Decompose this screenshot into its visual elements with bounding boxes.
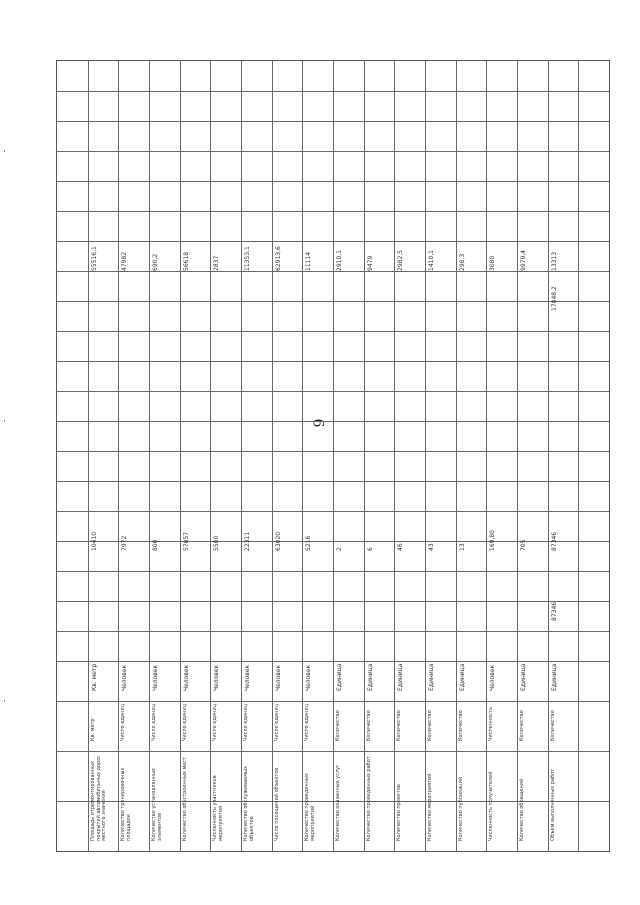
row-value-2: 690,2 [152, 253, 159, 271]
row-description: Количество оказанных услуг [335, 764, 341, 841]
table-column-line [88, 61, 89, 851]
row-description: Численность участников мероприятий [212, 775, 224, 841]
row-value-1: 43 [428, 543, 435, 551]
row-value-1: 10410 [90, 531, 98, 551]
row-value-1: 169,80 [489, 530, 497, 551]
table-row-line [57, 751, 609, 752]
row-value-1: 57857 [182, 531, 190, 551]
row-unit: Человек [121, 664, 129, 691]
table-row-line [57, 661, 609, 662]
row-description: Число посещений объектов [273, 767, 280, 841]
row-unit: Единица [550, 663, 558, 691]
row-value-3: 17848,2 [550, 286, 558, 311]
row-value-1: 5216 [305, 535, 313, 551]
row-unit: Человек [305, 664, 313, 691]
row-unit-type: Количество [519, 710, 525, 741]
table-row-line [57, 241, 609, 242]
row-value-2: 9479 [366, 255, 374, 271]
table-row-line [57, 301, 609, 302]
row-value-2: 47982 [121, 251, 129, 271]
scan-edge-mark [4, 420, 5, 422]
row-description: Количество обслуживаемых объектов [243, 766, 255, 841]
row-unit-type: Кв. метр [89, 718, 96, 741]
row-unit: Единица [520, 663, 527, 691]
row-unit: Человек [244, 664, 251, 691]
row-value-1: 22311 [244, 531, 251, 551]
row-value-1: 705 [520, 539, 527, 551]
table-column-line [548, 61, 549, 851]
row-value-2: 55516,1 [90, 246, 98, 271]
table-row-line [57, 701, 609, 702]
table-row-line [57, 421, 609, 422]
row-value-1: 46 [397, 543, 405, 551]
row-value-2: 2837 [213, 255, 221, 271]
row-value-1: 5500 [213, 535, 221, 551]
table-column-line [149, 61, 150, 851]
row-value-1: 2 [336, 547, 343, 551]
row-unit: Единица [366, 663, 374, 691]
row-description: Количество проектов [396, 784, 403, 841]
table-row-line [57, 121, 609, 122]
row-description: Площадь отремонтированных покрытий автомобильных дорог местного значения [89, 755, 107, 841]
row-value-2: 2910,1 [336, 250, 343, 271]
row-unit: Человек [213, 664, 221, 691]
table-column-line [364, 61, 365, 851]
row-unit: Человек [489, 664, 497, 691]
table-column-line [578, 61, 579, 851]
table-column-line [333, 61, 334, 851]
table-column-line [272, 61, 273, 851]
table-row-line [57, 391, 609, 392]
row-unit-type: Количество [427, 710, 433, 741]
table-row-line [57, 211, 609, 212]
row-description: Количество проведенных работ [365, 756, 372, 841]
row-value-1: 13 [458, 543, 466, 551]
page-number: 6 [309, 418, 326, 428]
row-value-2: 11114 [305, 251, 313, 271]
row-description: Количество тренировочных площадок [120, 767, 132, 841]
row-description: Количество проведенных мероприятий [304, 773, 316, 841]
row-description: Количество мероприятий [427, 773, 433, 841]
table-row-line [57, 451, 609, 452]
table-column-line [456, 61, 457, 851]
row-unit: Человек [182, 664, 190, 691]
scan-edge-mark [4, 150, 5, 152]
row-description: Количество публикаций [457, 776, 464, 841]
row-unit-type: Число единиц [181, 704, 188, 741]
row-unit: Человек [274, 664, 282, 691]
row-value-2: 13313 [550, 251, 558, 271]
row-unit-type: Число единиц [304, 704, 311, 741]
row-unit-type: Число единиц [273, 704, 280, 741]
row-unit-type: Число единиц [212, 704, 219, 741]
row-unit-type: Количество [335, 710, 341, 741]
table-row-line [57, 481, 609, 482]
row-description: Количество установленных элементов [151, 767, 163, 841]
row-unit: Единица [397, 663, 405, 691]
row-value-2: 298,3 [458, 253, 466, 271]
row-unit-type: Число единиц [243, 704, 249, 741]
table-row-line [57, 181, 609, 182]
table-row-line [57, 151, 609, 152]
row-unit: Единица [336, 663, 343, 691]
row-value-1: 7972 [121, 535, 129, 551]
table-row-line [57, 511, 609, 512]
row-value-2: 11353,1 [244, 246, 251, 271]
row-value-2: 3080 [489, 255, 497, 271]
row-description: Количество обращений [519, 778, 525, 841]
table-row-line [57, 91, 609, 92]
table-row-line [57, 601, 609, 602]
row-unit: Единица [428, 663, 435, 691]
row-value-2: 1410,1 [428, 250, 435, 271]
row-unit-type: Количество [396, 710, 403, 741]
table-row-line [57, 271, 609, 272]
row-value-2: 56618 [182, 251, 190, 271]
row-unit-type: Число единиц [120, 704, 127, 741]
table-column-line [241, 61, 242, 851]
row-unit: Человек [152, 664, 159, 691]
row-value-1: 63020 [274, 531, 282, 551]
table-row-line [57, 801, 609, 802]
table-row-line [57, 331, 609, 332]
scan-edge-mark [4, 700, 5, 702]
row-value-2: 2982,5 [397, 250, 405, 271]
row-unit-type: Количество [365, 710, 372, 741]
table-row-line [57, 631, 609, 632]
row-unit-type: Количество [549, 710, 556, 741]
row-value-4: 87346 [550, 601, 558, 621]
row-unit: Кв. метр [90, 663, 98, 691]
row-value-1: 87346 [550, 531, 558, 551]
table-row-line [57, 571, 609, 572]
table-column-line [425, 61, 426, 851]
table-column-line [517, 61, 518, 851]
row-description: Объем выполненных работ [549, 768, 556, 841]
row-unit-type: Количество [457, 710, 464, 741]
document-table [56, 60, 610, 852]
row-description: Количество обустроенных мест [181, 757, 188, 841]
row-value-2: 9979,4 [520, 250, 527, 271]
table-column-line [180, 61, 181, 851]
row-unit-type: Численность [488, 707, 495, 741]
table-row-line [57, 361, 609, 362]
row-unit: Единица [458, 663, 466, 691]
row-unit-type: Число единиц [151, 704, 157, 741]
row-description: Численность получателей [488, 771, 495, 841]
row-value-1: 6 [366, 547, 374, 551]
row-value-2: 62913,6 [274, 246, 282, 271]
row-value-1: 800 [152, 539, 159, 551]
